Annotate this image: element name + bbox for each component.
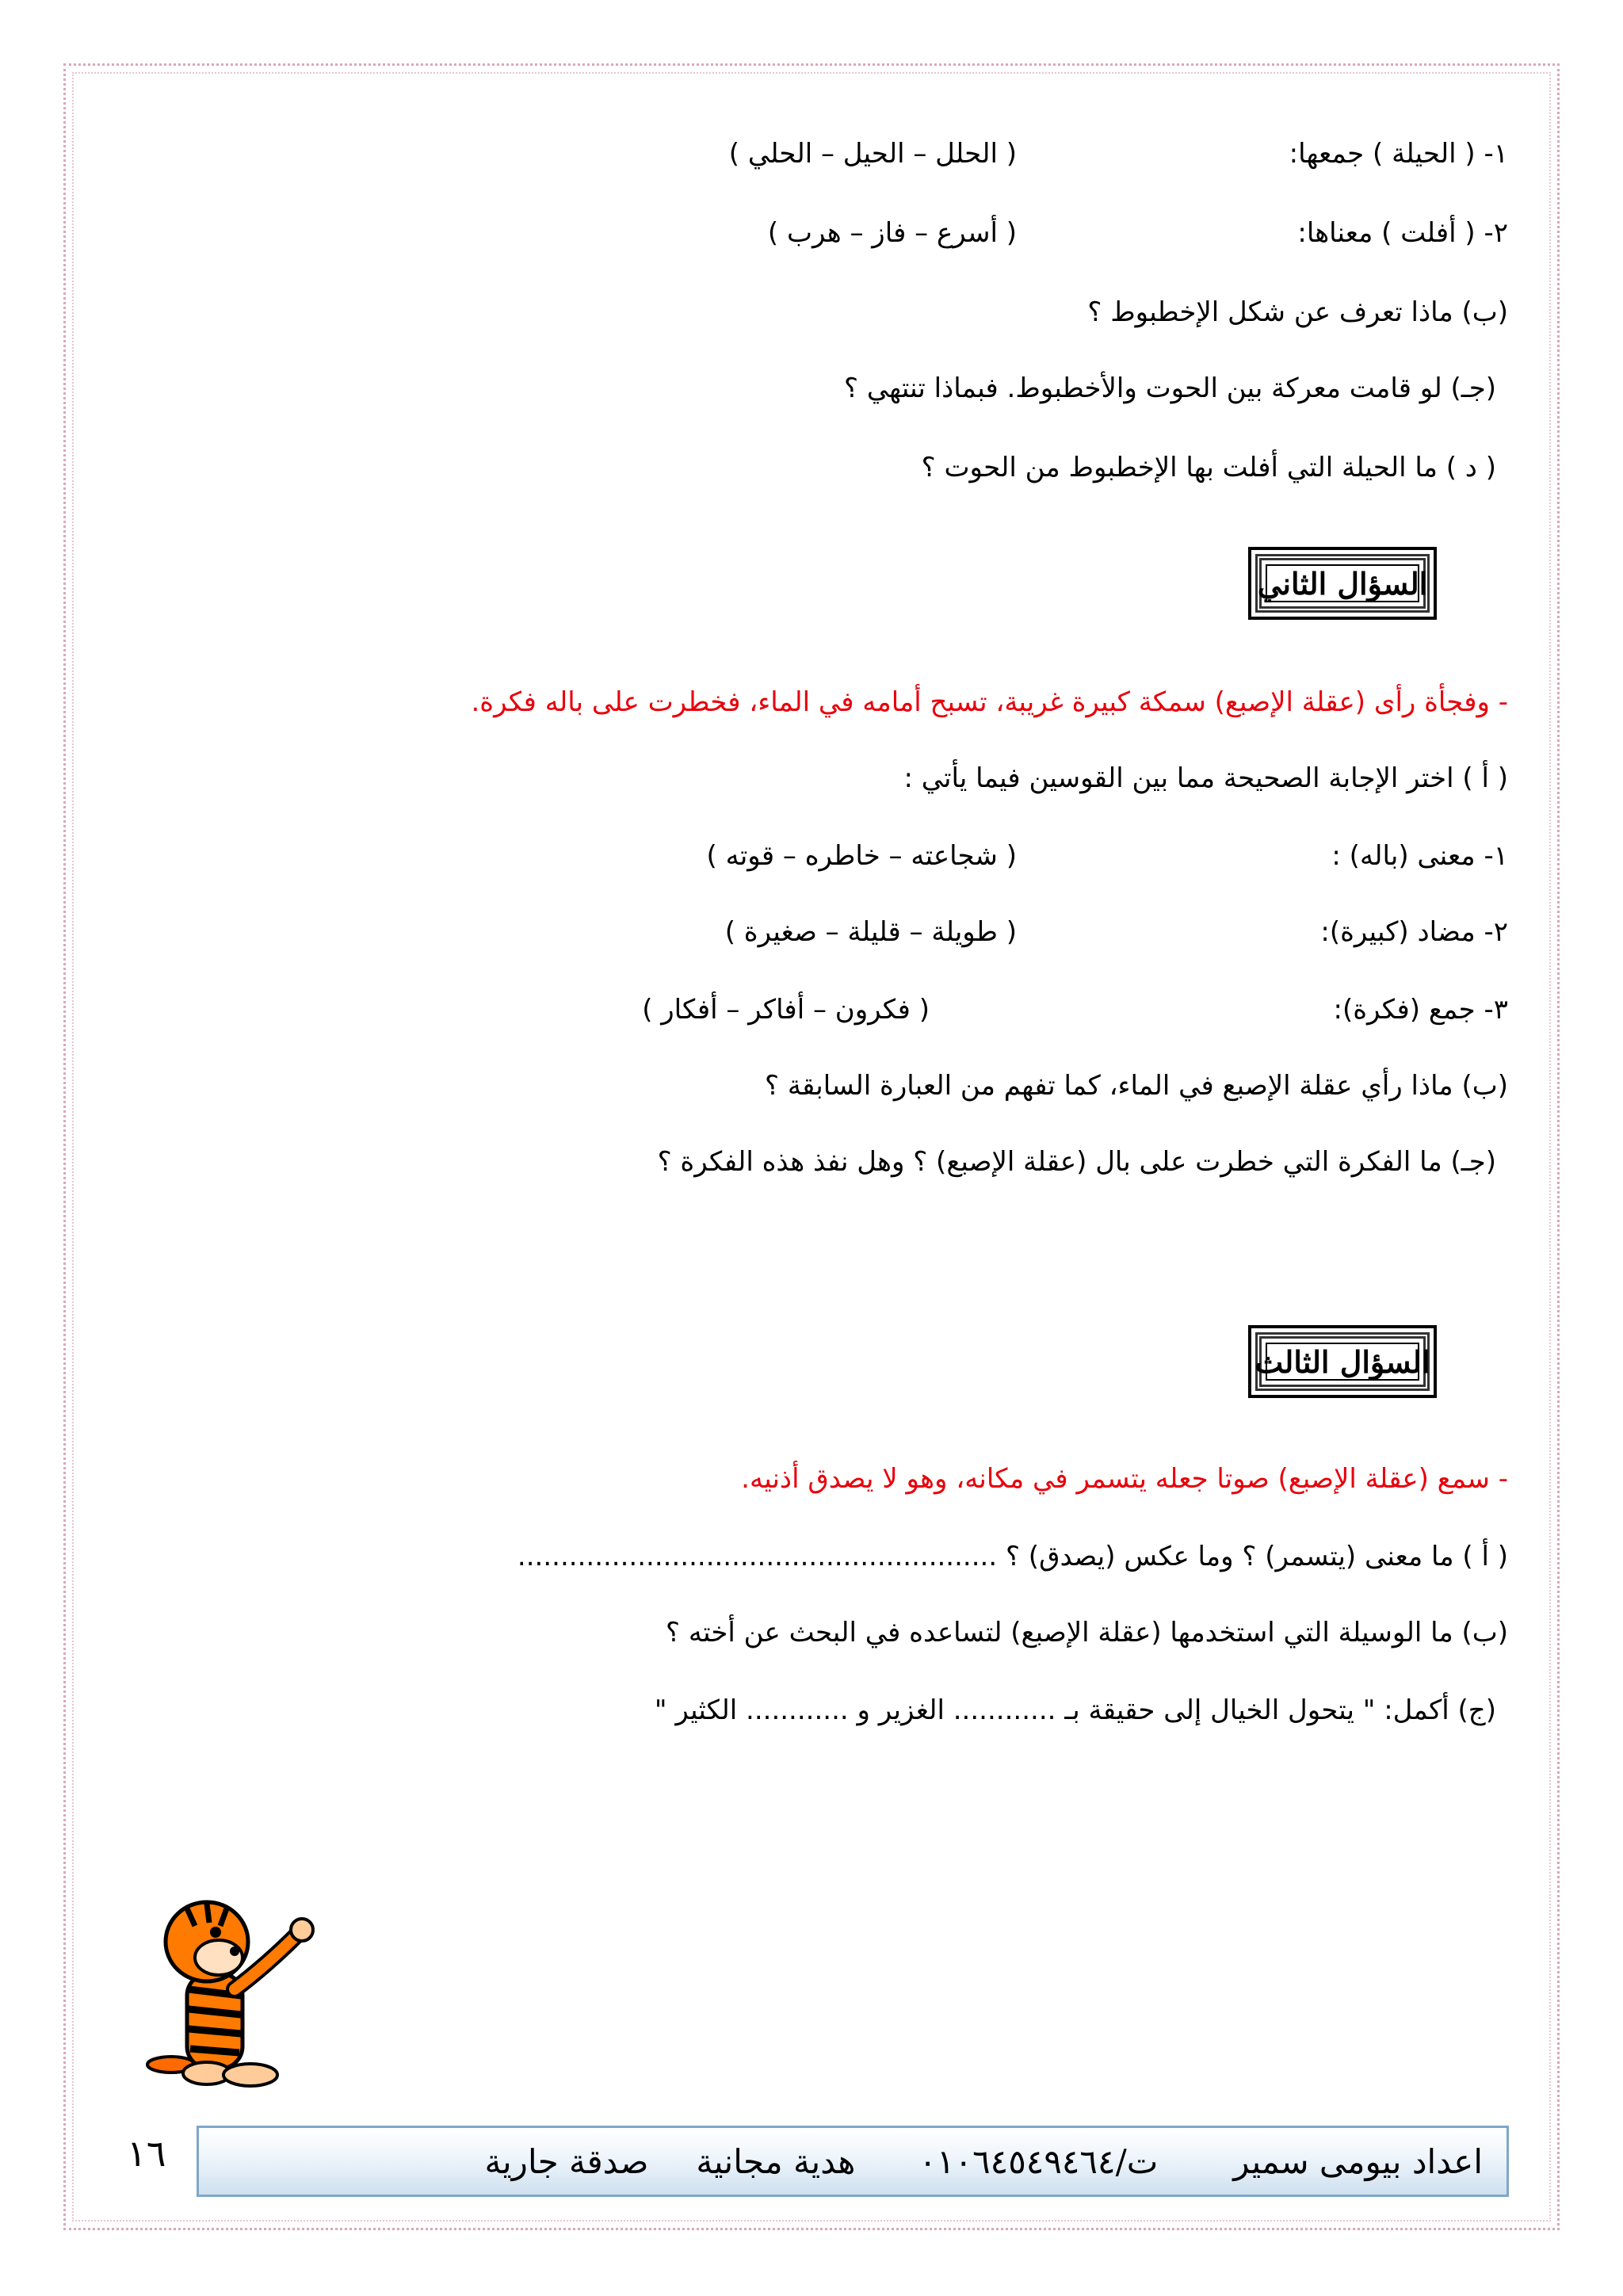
footer-bar <box>197 2126 1509 2197</box>
question-a: ( أ ) اختر الإجابة الصحيحة مما بين القوسين فيما يأتي : <box>903 762 1508 794</box>
question-c: (ج) أكمل: " يتحول الخيال إلى حقيقة بـ ............ الغزير و ............ الكثير " <box>654 1694 1496 1726</box>
section-title: السؤال الثاني <box>1257 565 1428 602</box>
vocab-label: ٢- مضاد (كبيرة): <box>1320 916 1508 948</box>
question-b: (ب) ما الوسيلة التي استخدمها (عقلة الإصبع) لتساعده في البحث عن أخته ؟ <box>665 1617 1508 1648</box>
page-number: ١٦ <box>127 2132 166 2175</box>
section-title: السؤال الثالث <box>1254 1343 1430 1380</box>
question-c: (جـ) لو قامت معركة بين الحوت والأخطبوط. فبماذا تنتهي ؟ <box>843 372 1496 404</box>
vocab-options: ( طويلة – قليلة – صغيرة ) <box>724 916 1017 948</box>
passage: - وفجأة رأى (عقلة الإصبع) سمكة كبيرة غريبة، تسبح أمامه في الماء، فخطرت على باله فكرة. <box>471 686 1508 718</box>
vocab-label: ١- ( الحيلة ) جمعها: <box>1289 138 1508 170</box>
section-title-box <box>1248 1325 1437 1398</box>
tiger-eye <box>210 1927 221 1938</box>
tiger-foot <box>223 2064 277 2086</box>
vocab-label: ٢- ( أفلت ) معناها: <box>1297 217 1508 249</box>
vocab-options: ( شجاعته – خاطره – قوته ) <box>706 840 1017 872</box>
footer-charity: صدقة جارية <box>484 2141 649 2181</box>
tiger-nose <box>230 1946 239 1956</box>
footer-author: اعداد بيومى سمير <box>1233 2141 1483 2181</box>
footer-gift: هدية مجانية <box>696 2141 856 2181</box>
tiger-mascot <box>139 1886 322 2092</box>
tiger-hand <box>291 1919 313 1941</box>
footer-phone: ت/٠١٠٦٤٥٤٩٤٦٤ <box>918 2141 1159 2181</box>
question-b: (ب) ماذا تعرف عن شكل الإخطبوط ؟ <box>1087 296 1508 328</box>
vocab-label: ٣- جمع (فكرة): <box>1333 994 1508 1026</box>
question-a: ( أ ) ما معنى (يتسمر) ؟ وما عكس (يصدق) ؟ ........................................................ <box>517 1541 1508 1572</box>
question-d: ( د ) ما الحيلة التي أفلت بها الإخطبوط من الحوت ؟ <box>921 452 1496 483</box>
section-title-box <box>1248 547 1437 620</box>
question-b: (ب) ماذا رأي عقلة الإصبع في الماء، كما تفهم من العبارة السابقة ؟ <box>764 1070 1508 1102</box>
passage: - سمع (عقلة الإصبع) صوتا جعله يتسمر في مكانه، وهو لا يصدق أذنيه. <box>741 1463 1508 1495</box>
vocab-label: ١- معنى (باله) : <box>1331 840 1508 872</box>
vocab-options: ( أسرع – فاز – هرب ) <box>767 217 1017 249</box>
vocab-options: ( الحلل – الحيل – الحلي ) <box>728 138 1017 170</box>
tiger-muzzle <box>195 1940 242 1975</box>
vocab-options: ( فكرون – أفاكر – أفكار ) <box>642 994 930 1026</box>
question-c: (جـ) ما الفكرة التي خطرت على بال (عقلة الإصبع) ؟ وهل نفذ هذه الفكرة ؟ <box>657 1146 1496 1178</box>
